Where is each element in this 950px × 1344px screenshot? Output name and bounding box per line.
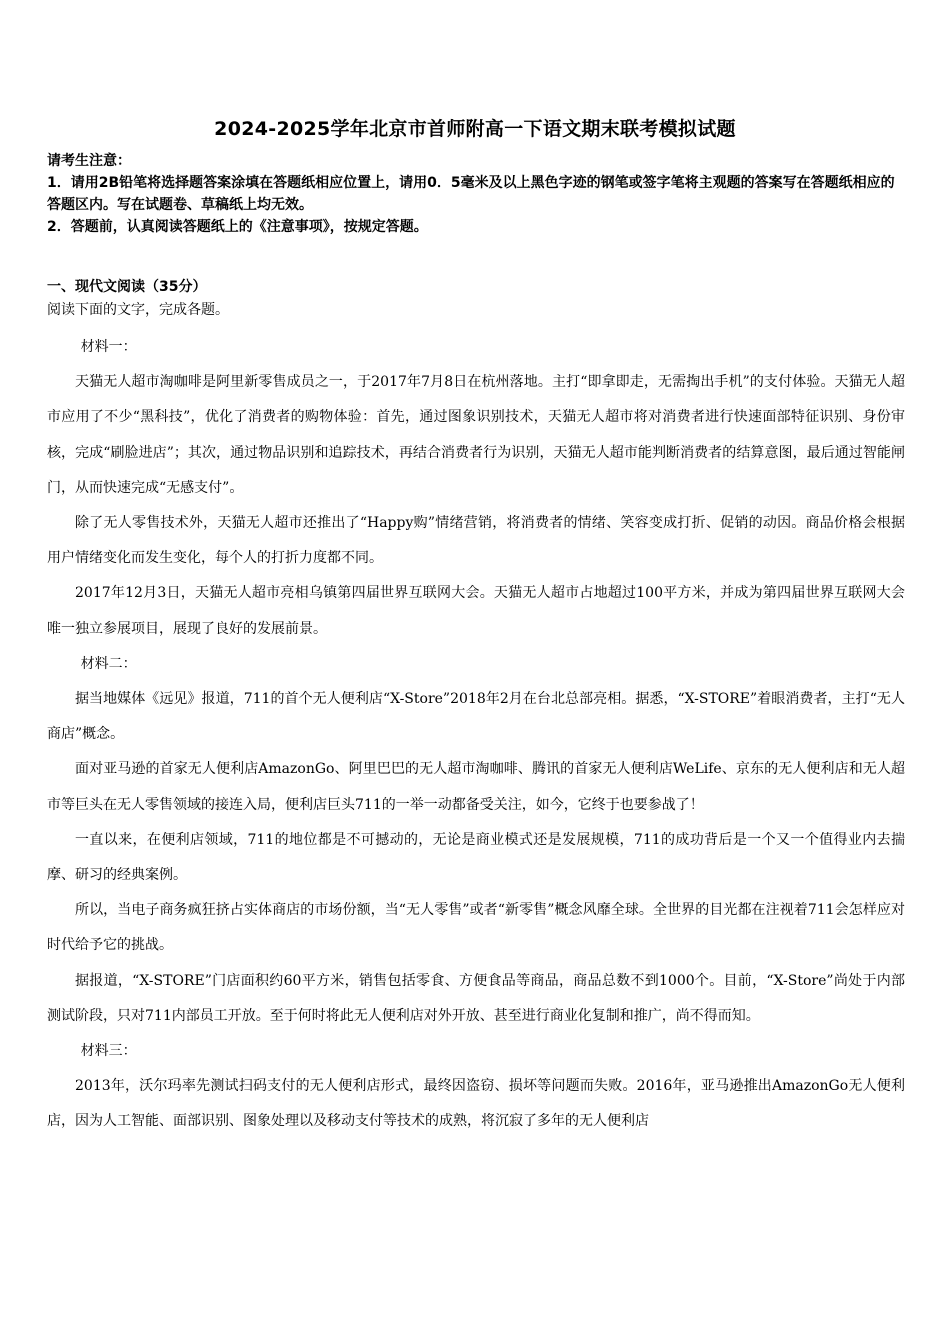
- paragraph: 面对亚马逊的首家无人便利店AmazonGo、阿里巴巴的无人超市淘咖啡、腾讯的首家无人便利店WeLife、京东的无人便利店和无人超市等巨头在无人零售领域的接连入局，便利店巨头711的一举一动都备受关注，如今，它终于也要参战了！: [47, 761, 905, 813]
- paragraph: 2013年，沃尔玛率先测试扫码支付的无人便利店形式，最终因盗窃、损坏等问题而失败。2016年，亚马逊推出AmazonGo无人便利店，因为人工智能、面部识别、图象处理以及移动支付等技术的成熟，将沉寂了多年的无人便利店: [47, 1078, 905, 1130]
- paragraph: 一直以来，在便利店领域，711的地位都是不可撼动的，无论是商业模式还是发展规模，711的成功背后是一个又一个值得业内去揣摩、研习的经典案例。: [47, 831, 905, 884]
- exam-notice: [47, 150, 907, 238]
- material-label: 材料一：: [80, 339, 137, 355]
- material-label: 材料三：: [80, 1043, 137, 1060]
- paragraph: 2017年12月3日，天猫无人超市亮相乌镇第四届世界互联网大会。天猫无人超市占地超过100平方米，并成为第四届世界互联网大会唯一独立参展项目，展现了良好的发展前景。: [47, 585, 905, 637]
- notice-item: 2．答题前，认真阅读答题纸上的《注意事项》，按规定答题。: [47, 219, 428, 235]
- paragraph: 所以，当电子商务疯狂挤占实体商店的市场份额，当“无人零售”或者“新零售”概念风靡全球。全世界的目光都在注视着711会怎样应对时代给予它的挑战。: [47, 902, 905, 954]
- paragraph: 据报道，“X-STORE”门店面积约60平方米，销售包括零食、方便食品等商品，商品总数不到1000个。目前，“X-Store”尚处于内部测试阶段，只对711内部员工开放。至于何时将此无人便利店对外开放、甚至进行商业化复制和推广，尚不得而知。: [47, 972, 905, 1024]
- material-label: 材料二：: [80, 655, 137, 672]
- reading-passage: [47, 330, 905, 1140]
- paragraph: 除了无人零售技术外，天猫无人超市还推出了“Happy购”情绪营销，将消费者的情绪、笑容变成打折、促销的动因。商品价格会根据用户情绪变化而发生变化，每个人的打折力度都不同。: [47, 515, 905, 567]
- notice-heading: 请考生注意：: [47, 153, 131, 169]
- document-title: 2024-2025学年北京市首师附高一下语文期末联考模拟试题: [214, 118, 736, 140]
- section-instruction: 阅读下面的文字，完成各题。: [47, 302, 229, 318]
- paragraph: 据当地媒体《远见》报道，711的首个无人便利店“X-Store”2018年2月在台北总部亮相。据悉，“X-STORE”着眼消费者，主打“无人商店”概念。: [47, 691, 905, 743]
- paragraph: 天猫无人超市淘咖啡是阿里新零售成员之一，于2017年7月8日在杭州落地。主打“即拿即走，无需掏出手机”的支付体验。天猫无人超市应用了不少“黑科技”，优化了消费者的购物体验：首先，通过图象识别技术，天猫无人超市将对消费者进行快速面部特征识别、身份审核，完成“刷脸进店”；其次，通过物品识别和追踪技术，再结合消费者行为识别，天猫无人超市能判断消费者的结算意图，最后通过智能闸门，从而快速完成“无感支付”。: [47, 374, 905, 496]
- notice-item: 1．请用2B铅笔将选择题答案涂填在答题纸相应位置上，请用0．5毫米及以上黑色字迹的钢笔或签字笔将主观题的答案写在答题纸相应的答题区内。写在试题卷、草稿纸上均无效。: [47, 175, 895, 213]
- section-heading: 一、现代文阅读（35分）: [47, 279, 207, 295]
